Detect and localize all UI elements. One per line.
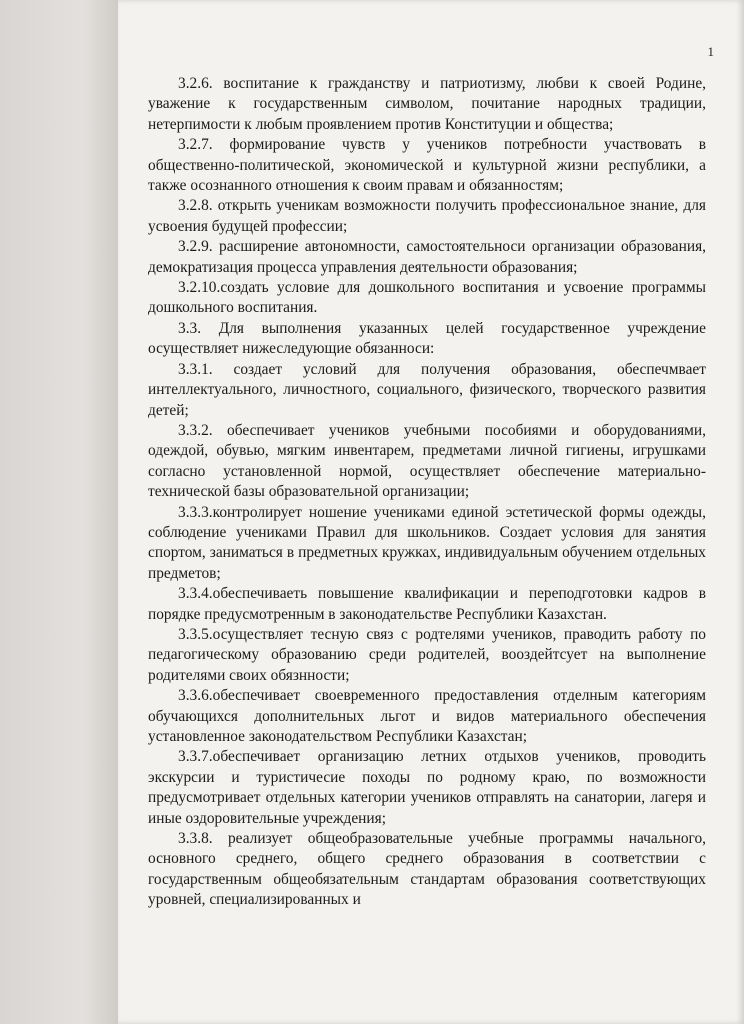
page-number: 1 [707, 44, 714, 59]
paragraph: 3.2.8. открыть ученикам возможности получить профессиональное знание, для усвоения будущей профессии; [148, 197, 706, 235]
paragraph: 3.2.10.создать условие для дошкольного воспитания и усвоение программы дошкольного воспитания. [148, 279, 706, 317]
paragraph: 3.3.6.обеспечивает своевременного предоставления отделным категориям обучающихся дополнительных льгот и видов материального обеспечения установленное законодательством Республики Казахстан; [148, 687, 706, 745]
paragraph: 3.3.1. создает условий для получения образования, обеспечмвает интеллектуального, личностного, социального, физического, творческого развития детей; [148, 360, 706, 419]
paragraph: 3.3.4.обеспечиваеть повышение квалификации и переподготовки кадров в порядке предусмотренным в законодательстве Республики Казахстан. [148, 585, 706, 623]
paragraph: 3.3.8. реализует общеобразовательные учебные программы начального, основного среднего, общего среднего образования в соответствии с государственным общеобязательным стандартам образования соответствующих уровней, специализированных и [148, 830, 706, 909]
document-page [118, 0, 744, 1024]
paragraph: 3.3.5.осуществляет тесную связ с родтелями учеников, праводить работу по педагогическому образованию среди родителей, воoздейтсует на выполнение родителями своих обязнности; [148, 625, 706, 684]
paragraph: 3.2.7. формирование чувств у учеников потребности участвовать в общественно-политической, экономической и культурной жизни республики, а также осознанного отношения к своим правам и обязанностям; [148, 136, 706, 195]
paragraph: 3.2.9. расширение автономности, самостоятельноси организации образования, демократизация процесса управления деятельности образования; [148, 238, 706, 276]
paragraph: 3.3.7.обеспечивает организацию летних отдыхов учеников, проводить экскурсии и туристичесие походы по родному краю, по возможности предусмотривает отдельных категории учеников отправлять на санатории, лагеря и иные оздоровительные учреждения; [148, 748, 706, 827]
paragraph: 3.3. Для выполнения указанных целей государственное учреждение осуществляет нижеследующие обязанноси: [148, 319, 706, 358]
paragraph: 3.3.2. обеспечивает учеников учебными пособиями и оборудованиями, одеждой, обувью, мягким инвентарем, предметами личной гигиены, игрушками согласно установленной нормой, осуществляет обеспечение материально-технической базы образовательной организации; [148, 421, 706, 501]
paragraph: 3.2.6. воспитание к гражданству и патриотизму, любви к своей Родине, уважение к государственным символом, почитание народных традиции, нетерпимости к любым проявлением против Конституции и общества; [148, 75, 706, 133]
book-binding-strip [0, 0, 118, 1024]
paragraph: 3.3.3.контролирует ношение учениками единой эстетической формы одежды, соблюдение учениками Правил для школьников. Создает условия для занятия спортом, заниматься в предметных кружках, индивидуальным обучением отдельных предметов; [148, 503, 706, 582]
document-body [148, 74, 706, 911]
